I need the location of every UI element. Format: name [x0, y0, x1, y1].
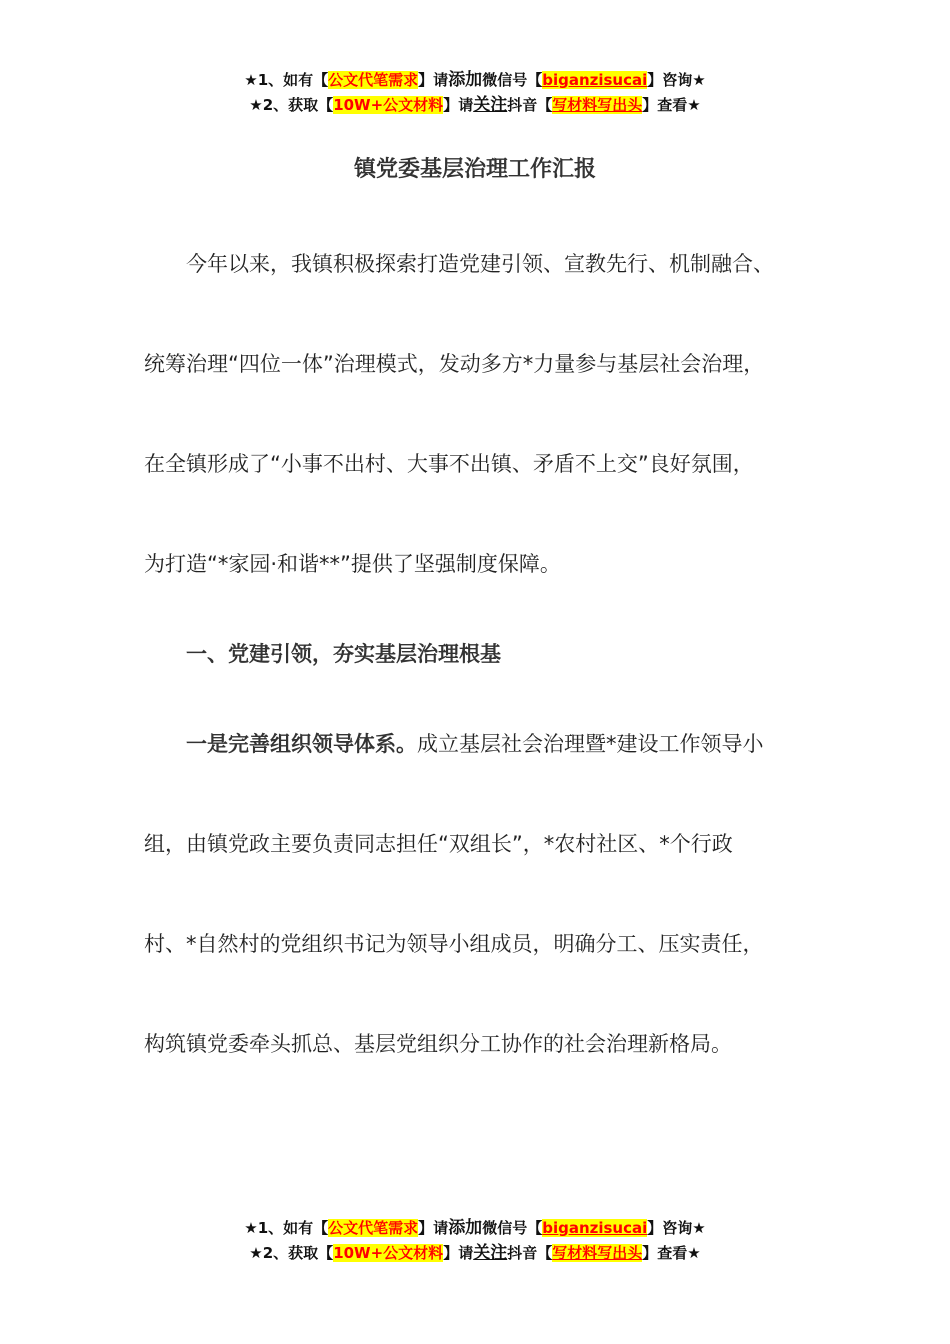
banner-emphasis: 关注: [473, 95, 508, 115]
paragraph-line: 在全镇形成了“小事不出村、大事不出镇、矛盾不上交”良好氛围，: [144, 452, 754, 476]
paragraph-line: 组，由镇党政主要负责同志担任“双组长”，*农村社区、*个行政: [144, 832, 733, 856]
banner-highlight: 公文代笔需求: [328, 71, 419, 89]
banner-text: 】查看★: [642, 96, 701, 114]
paragraph-line: 为打造“*家园·和谐**”提供了坚强制度保障。: [144, 552, 561, 576]
banner-text: ★1、如有【: [244, 1219, 329, 1237]
banner-text: 】咨询★: [647, 71, 706, 89]
intro-paragraph: [144, 214, 834, 614]
bottom-banner: [0, 1216, 950, 1266]
section-heading: [144, 604, 834, 704]
banner-line-2: [0, 1241, 950, 1266]
document-title: 镇党委基层治理工作汇报: [353, 157, 596, 182]
banner-douyin-id: 写材料写出头: [552, 1244, 643, 1262]
banner-line-1: [0, 68, 950, 93]
banner-highlight: 10W+公文材料: [333, 96, 444, 114]
banner-highlight: 公文代笔需求: [328, 1219, 419, 1237]
banner-text: ★2、获取【: [249, 1244, 334, 1262]
banner-line-2: [0, 93, 950, 118]
banner-emphasis: 添加: [448, 70, 483, 90]
banner-emphasis: 添加: [448, 1218, 483, 1238]
item-lead: 一是完善组织领导体系。: [144, 732, 417, 756]
banner-text: 微信号【: [482, 71, 543, 89]
banner-text: ★1、如有【: [244, 71, 329, 89]
paragraph-line: 村、*自然村的党组织书记为领导小组成员，明确分工、压实责任，: [144, 932, 764, 956]
item-paragraph: [144, 694, 834, 1094]
banner-text: 抖音【: [507, 96, 553, 114]
banner-text: 抖音【: [507, 1244, 553, 1262]
item-text: 成立基层社会治理暨*建设工作领导小: [417, 732, 764, 756]
banner-text: 微信号【: [482, 1219, 543, 1237]
banner-text: 】请: [418, 71, 449, 89]
banner-wechat-id: biganzisucai: [542, 1219, 648, 1237]
banner-text: 】咨询★: [647, 1219, 706, 1237]
section-heading-text: 一、党建引领，夯实基层治理根基: [144, 642, 501, 666]
paragraph-line: 今年以来，我镇积极探索打造党建引领、宣教先行、机制融合、: [144, 252, 774, 276]
paragraph-line: [144, 694, 834, 794]
paragraph-line: 统筹治理“四位一体”治理模式，发动多方*力量参与基层社会治理，: [144, 352, 765, 376]
banner-highlight: 10W+公文材料: [333, 1244, 444, 1262]
banner-emphasis: 关注: [473, 1243, 508, 1263]
banner-text: 】请: [418, 1219, 449, 1237]
paragraph-line: 构筑镇党委牵头抓总、基层党组织分工协作的社会治理新格局。: [144, 1032, 732, 1056]
banner-line-1: [0, 1216, 950, 1241]
top-banner: [0, 68, 950, 118]
banner-text: 】查看★: [642, 1244, 701, 1262]
banner-text: 】请: [443, 96, 474, 114]
banner-wechat-id: biganzisucai: [542, 71, 648, 89]
banner-text: ★2、获取【: [249, 96, 334, 114]
banner-text: 】请: [443, 1244, 474, 1262]
banner-douyin-id: 写材料写出头: [552, 96, 643, 114]
